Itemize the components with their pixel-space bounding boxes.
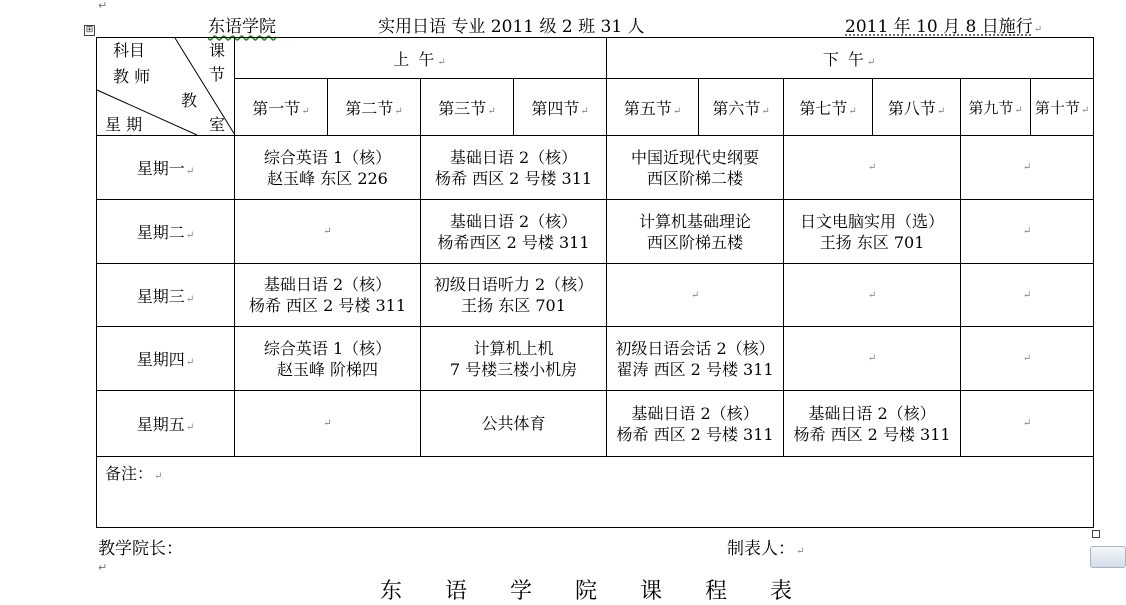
course-location: 王扬 东区 701 (819, 232, 925, 252)
header-school (208, 12, 276, 36)
course-cell[interactable] (607, 327, 784, 391)
course-location: 西区阶梯二楼 (647, 168, 744, 188)
course-title: 初级日语听力 2（核） (433, 275, 594, 294)
corner-header-cell (97, 38, 235, 136)
course-location: 翟涛 西区 2 号楼 311 (616, 359, 774, 379)
course-title: 综合英语 1（核） (263, 338, 392, 358)
course-title: 基础日语 2（核） (449, 147, 578, 167)
empty-cell[interactable]: ↵ (961, 200, 1094, 264)
period-header: 第四节↵ (514, 79, 607, 136)
course-cell[interactable] (607, 136, 784, 200)
morning-header: 上 午↵ (235, 38, 607, 79)
empty-cell[interactable]: ↵ (784, 264, 961, 327)
course-cell[interactable] (421, 136, 607, 200)
diagonal-header (97, 38, 234, 135)
course-location: 杨希 西区 2 号楼 311 (793, 424, 951, 444)
period-header: 第五节↵ (607, 79, 699, 136)
notes-cell[interactable]: 备注：↵ (97, 457, 1094, 528)
corner-weekday: 星 期 (105, 115, 143, 134)
table-resize-handle[interactable] (1092, 530, 1100, 538)
weekday-cell: 星期二↵ (97, 200, 235, 264)
period-header: 第十节↵ (1031, 79, 1094, 136)
period-header: 第七节↵ (784, 79, 873, 136)
course-title: 公共体育 (481, 414, 546, 433)
corner-lesson-top: 课 (209, 41, 226, 60)
header-date (845, 12, 1042, 36)
course-cell[interactable] (784, 391, 961, 457)
course-title: 基础日语 2（核） (263, 275, 392, 294)
corner-room-top: 教 (181, 91, 198, 110)
course-location: 王扬 东区 701 (461, 296, 566, 315)
course-location: 西区阶梯五楼 (647, 232, 744, 252)
course-cell[interactable] (421, 200, 607, 264)
course-cell[interactable] (235, 136, 421, 200)
empty-cell[interactable]: ↵ (961, 264, 1094, 327)
course-title: 基础日语 2（核） (808, 403, 936, 423)
notes-label: 备注： (105, 464, 154, 483)
empty-cell[interactable]: ↵ (235, 391, 421, 457)
course-cell[interactable] (421, 264, 607, 327)
footer-maker (727, 534, 804, 559)
course-location: 杨希 西区 2 号楼 311 (434, 168, 593, 188)
empty-cell[interactable]: ↵ (961, 327, 1094, 391)
course-title: 基础日语 2（核） (449, 211, 578, 231)
afternoon-header: 下 午↵ (607, 38, 1094, 79)
weekday-cell: 星期五↵ (97, 391, 235, 457)
paragraph-mark: ↵ (796, 546, 805, 557)
paragraph-mark: ↵ (1033, 24, 1043, 35)
course-title: 计算机上机 (473, 338, 554, 358)
effective-date: 2011 年 10 月 8 日施行 (845, 17, 1033, 37)
corner-teacher: 教 师 (113, 67, 151, 86)
period-header: 第八节↵ (873, 79, 961, 136)
course-title: 综合英语 1（核） (263, 147, 392, 167)
corner-room-bottom: 室 (209, 115, 226, 134)
paragraph-mark: ↵ (98, 561, 108, 574)
course-title: 日文电脑实用（选） (800, 211, 945, 231)
course-title: 计算机基础理论 (639, 211, 752, 231)
course-title: 基础日语 2（核） (631, 403, 759, 423)
course-location: 7 号楼三楼小机房 (449, 359, 578, 379)
course-location: 杨希西区 2 号楼 311 (437, 232, 590, 252)
corner-lesson-bottom: 节 (209, 65, 226, 84)
course-location: 赵玉峰 阶梯四 (276, 359, 379, 379)
course-cell[interactable] (235, 327, 421, 391)
course-cell[interactable] (607, 391, 784, 457)
course-location: 赵玉峰 东区 226 (267, 168, 388, 188)
course-cell[interactable] (421, 391, 607, 457)
empty-cell[interactable]: ↵ (607, 264, 784, 327)
weekday-cell: 星期三↵ (97, 264, 235, 327)
period-header: 第一节↵ (235, 79, 328, 136)
scroll-down-button[interactable] (1090, 546, 1126, 568)
maker-label: 制表人： (727, 539, 795, 559)
school-name: 东语学院 (208, 17, 276, 37)
course-title: 初级日语会话 2（核） (615, 338, 775, 358)
course-cell[interactable] (607, 200, 784, 264)
empty-cell[interactable]: ↵ (961, 391, 1094, 457)
paragraph-mark: ↵ (98, 0, 108, 12)
course-location: 杨希 西区 2 号楼 311 (616, 424, 774, 444)
table-move-handle[interactable]: ⊞ (85, 25, 94, 35)
period-header: 第六节↵ (699, 79, 784, 136)
corner-subject: 科目 (113, 41, 146, 60)
empty-cell[interactable]: ↵ (235, 200, 421, 264)
period-header: 第二节↵ (328, 79, 421, 136)
weekday-cell: 星期一↵ (97, 136, 235, 200)
empty-cell[interactable]: ↵ (784, 327, 961, 391)
period-header: 第九节↵ (961, 79, 1031, 136)
period-header: 第三节↵ (421, 79, 514, 136)
course-title: 中国近现代史纲要 (631, 147, 760, 167)
next-page-title: 东 语 学 院 课 程 表 (380, 579, 810, 604)
weekday-cell: 星期四↵ (97, 327, 235, 391)
course-location: 杨希 西区 2 号楼 311 (248, 296, 407, 315)
course-cell[interactable] (235, 264, 421, 327)
header-class-info: 实用日语 专业 2011 级 2 班 31 人 (378, 17, 645, 37)
empty-cell[interactable]: ↵ (961, 136, 1094, 200)
empty-cell[interactable]: ↵ (784, 136, 961, 200)
course-cell[interactable] (784, 200, 961, 264)
footer-dean: 教学院长： (98, 539, 183, 559)
course-cell[interactable] (421, 327, 607, 391)
schedule-table (96, 37, 1094, 528)
